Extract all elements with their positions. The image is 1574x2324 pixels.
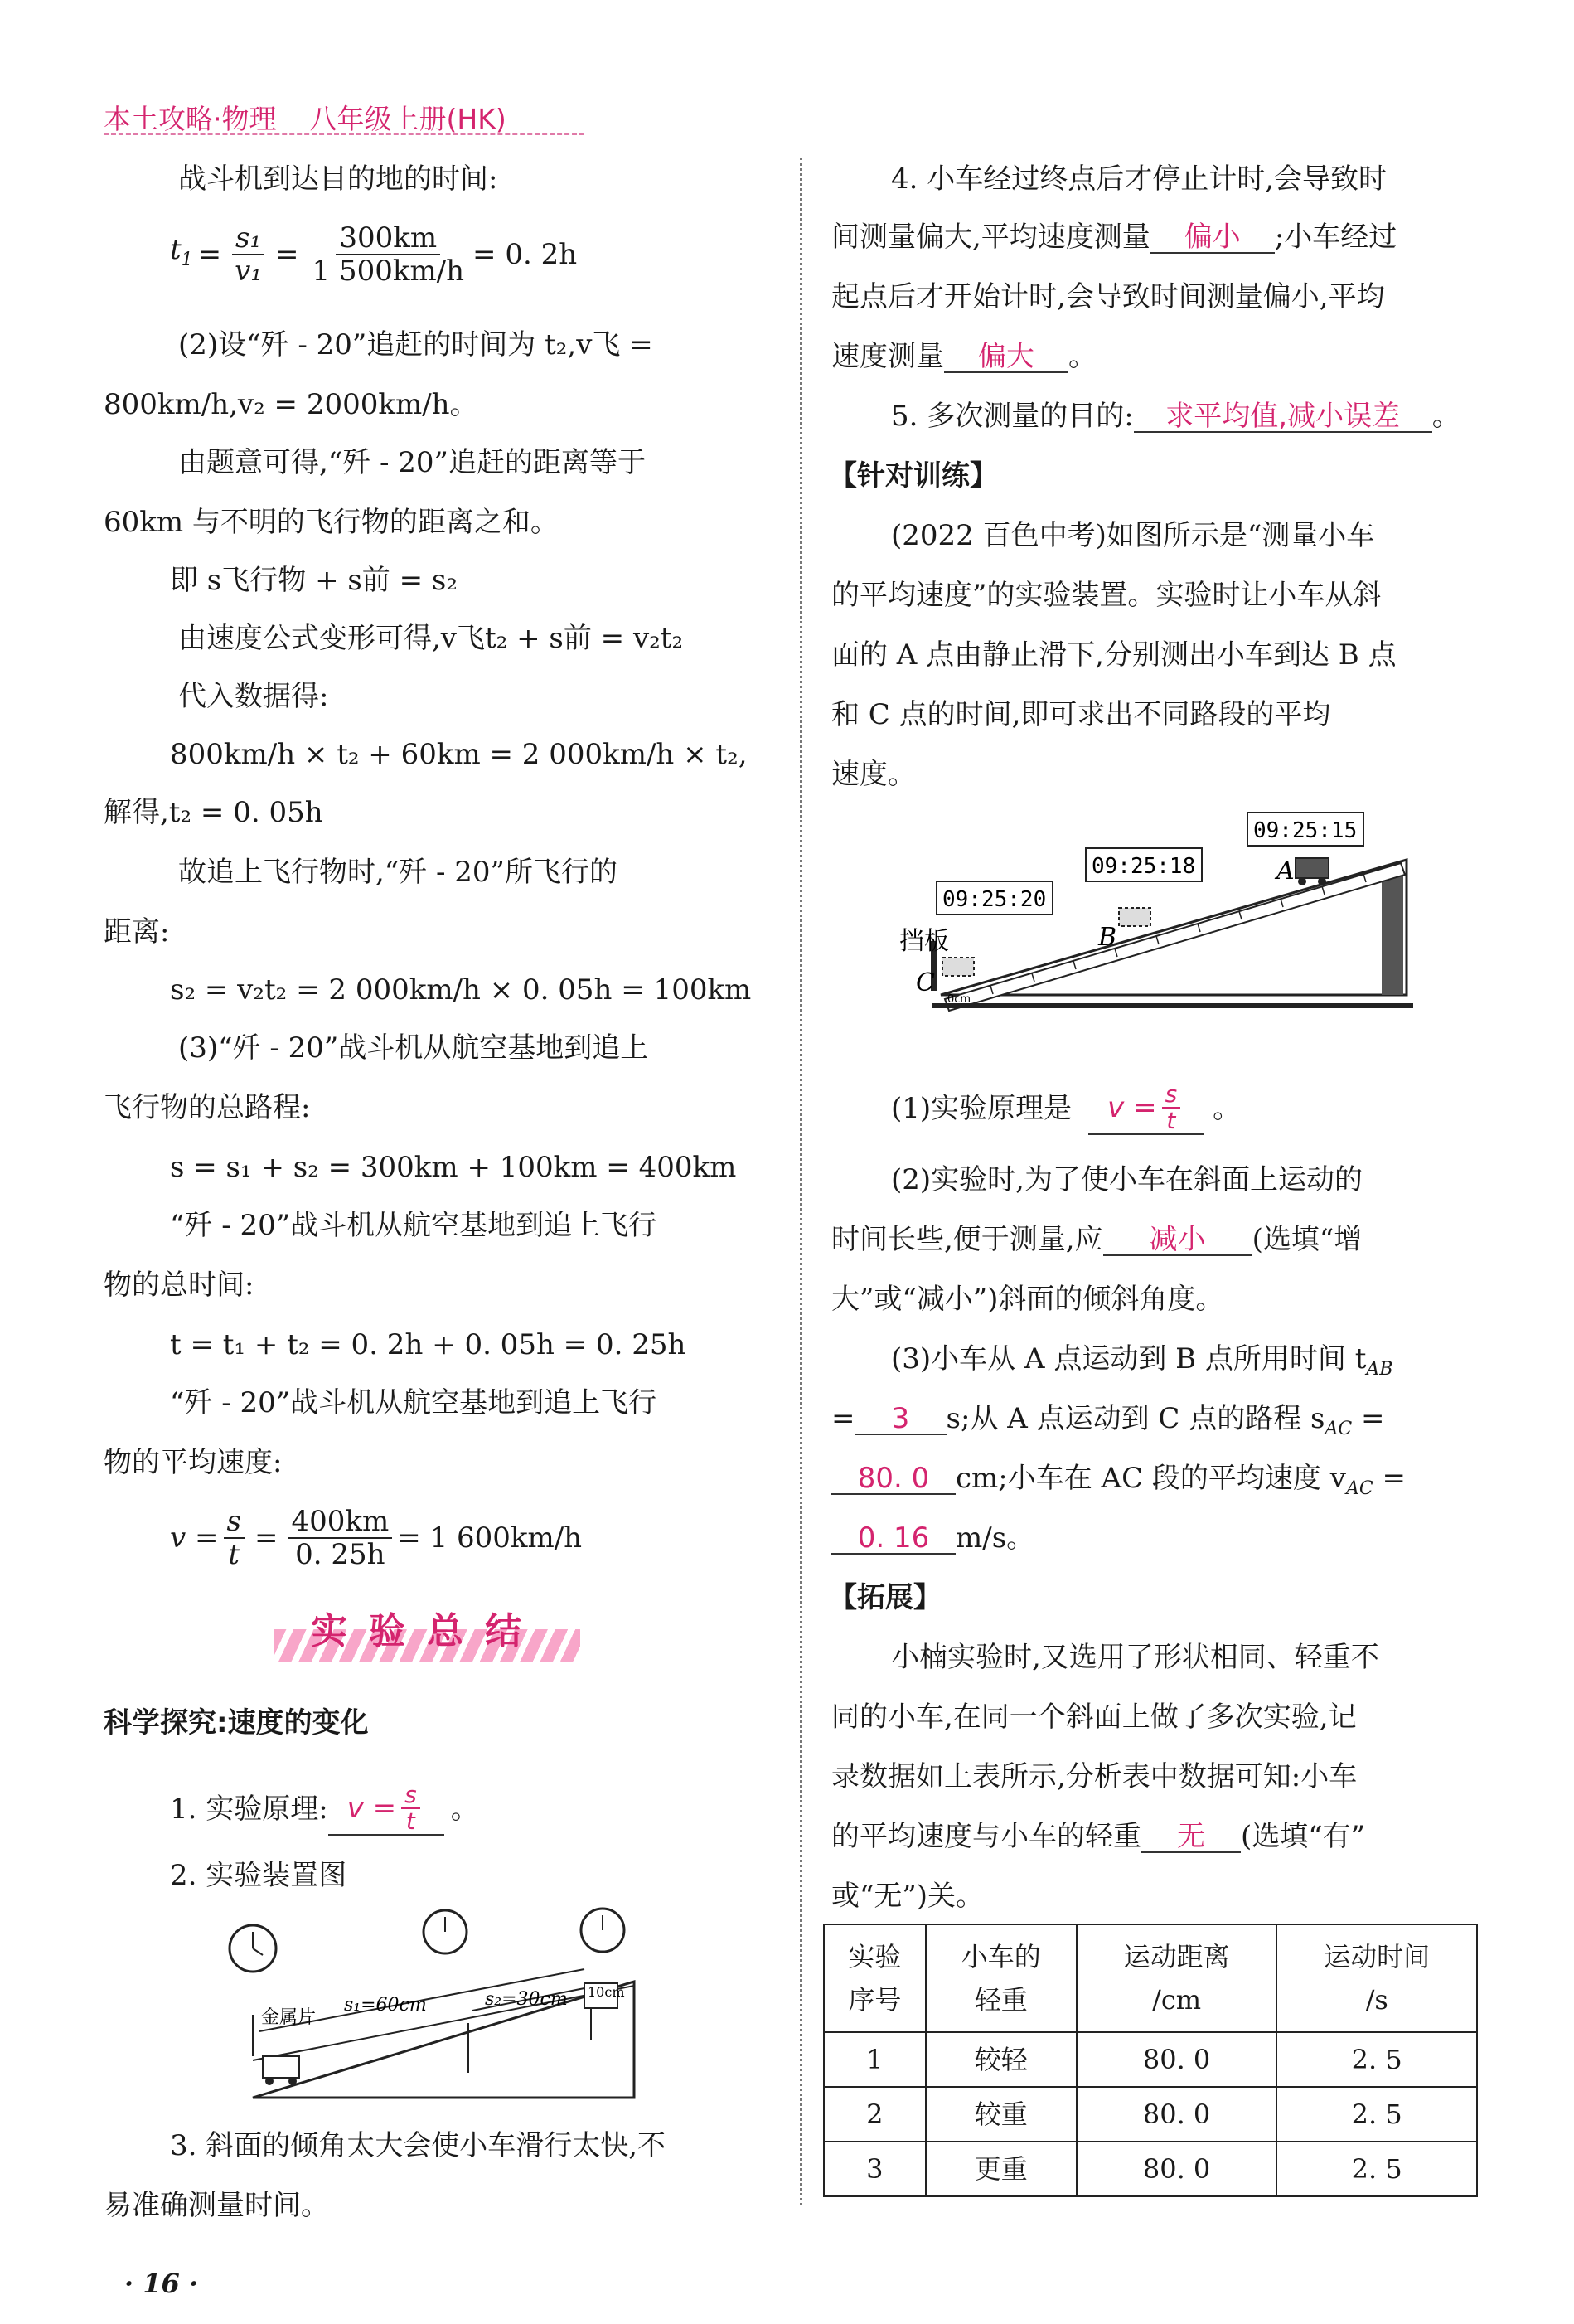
answer-blank: 无 [1141,1822,1241,1853]
text-line: 800km/h,v₂ = 2000km/h。 [104,388,478,421]
incline-experiment-diagram [899,808,1430,1036]
text-line: 距离: [104,915,170,949]
text-line: 物的平均速度: [104,1446,283,1479]
text-line: 代入数据得: [178,680,329,713]
text-line: 由速度公式变形可得,v飞t₂ + s前 = v₂t₂ [178,622,684,655]
eq-result: = 0. 2h [472,238,578,271]
text-line: (2)实验时,为了使小车在斜面上运动的 [891,1163,1363,1196]
text-line: 故追上飞行物时,“歼 - 20”所飞行的 [178,856,617,889]
text-line: (2022 百色中考)如图所示是“测量小车 [891,519,1375,552]
q1-line: (1)实验原理是 v = $\frac{s}{t}$ 。 [891,1080,1242,1134]
text-line: “歼 - 20”战斗机从航空基地到追上飞行 [170,1386,657,1419]
answer-blank: 偏大 [944,342,1068,373]
page-number: · 16 · [124,2268,199,2299]
support-block [1382,875,1403,995]
table-cell: 较重 [926,2087,1077,2142]
text-line: (2)设“歼 - 20”追赶的时间为 t₂,v飞 = [178,328,653,361]
table-cell: 2. 5 [1276,2032,1477,2087]
text-line: (3)“歼 - 20”战斗机从航空基地到追上 [178,1031,649,1065]
text-line: = 3 s;从 A 点运动到 C 点的路程 $s_{AC}$ = [831,1402,1385,1439]
text-line: s = s₁ + s₂ = 300km + 100km = 400km [170,1151,737,1184]
table-cell: 更重 [926,2142,1077,2196]
text-line: s₂ = v₂t₂ = 2 000km/h × 0. 05h = 100km [170,973,752,1007]
time-c: 09:25:20 [942,887,1047,912]
stopwatch-b [1086,848,1202,881]
metal-sheet-label: 金属片 [261,2007,317,2028]
principle-label: 1. 实验原理: [170,1793,328,1826]
clock-icon [581,1909,624,1952]
text-line: 4. 小车经过终点后才停止计时,会导致时 [891,163,1388,196]
principle-line: 1. 实验原理: v = $\frac{s}{t}$ 。 [170,1781,479,1835]
point-a-label: A [1276,856,1295,885]
answer-blank: 3 [855,1404,947,1435]
point-c-label: C [916,968,935,997]
text-line: 速度测量 偏大 。 [831,340,1097,373]
text-line: 的平均速度”的实验装置。实验时让小车从斜 [831,579,1382,612]
cart-at-b [1119,908,1150,926]
text-line: 3. 斜面的倾角太大会使小车滑行太快,不 [170,2129,666,2162]
table-header-cell: 实验 序号 [824,1924,926,2032]
eq-lhs: $t_1$ [170,232,193,270]
text-line: 60km 与不明的飞行物的距离之和。 [104,506,559,539]
answer-blank: 求平均值,减小误差 [1134,401,1432,433]
text-line: 面的 A 点由静止滑下,分别测出小车到达 B 点 [831,638,1397,672]
text-line: 速度。 [831,758,916,791]
header-left: 本土攻略·物理 [104,103,277,135]
table-cell: 1 [824,2032,926,2087]
incline [253,1982,634,2098]
clock-icon [230,1925,276,1972]
stopwatch-a [1247,813,1363,846]
time-b: 09:25:18 [1092,854,1196,879]
answer-blank: v = $\frac{s}{t}$ [1088,1082,1204,1135]
answer-blank: 0. 16 [831,1523,956,1555]
table-cell: 80. 0 [1077,2032,1277,2087]
table-row [824,2142,1477,2196]
banner-title: 实验总结 [311,1610,543,1652]
section-title: 【针对训练】 [829,459,998,492]
text-line: 小楠实验时,又选用了形状相同、轻重不 [891,1641,1379,1674]
answer-blank: v = $\frac{s}{t}$ [328,1783,444,1836]
text-line: 大”或“减小”)斜面的倾斜角度。 [831,1283,1224,1316]
text-line: 5. 多次测量的目的: 求平均值,减小误差 。 [891,400,1460,433]
text-line: 起点后才开始计时,会导致时间测量偏小,平均 [831,280,1385,313]
answer-blank: 80. 0 [831,1463,956,1495]
table-cell: 80. 0 [1077,2087,1277,2142]
table-header-row [824,1924,1477,2032]
cart-at-c [942,958,974,976]
header-divider [104,133,584,135]
text-line: 0. 16 m/s。 [831,1523,1034,1555]
text-line: 物的总时间: [104,1269,254,1302]
text-line: 解得,t₂ = 0. 05h [104,796,323,829]
answer-blank: 偏小 [1150,222,1275,254]
text-line: 时间长些,便于测量,应 减小 (选填“增 [831,1223,1363,1256]
apparatus-diagram [220,1907,651,2106]
table-row [824,2032,1477,2087]
header-right: 八年级上册(HK) [309,103,506,135]
answer-blank: 减小 [1103,1225,1252,1256]
equation-t1: $t_1$ = $\frac{\text{s₁}}{\text{v₁}}$ = $\frac{300km}{1 500km/h}$ = 0. 2h [170,221,578,288]
text-line: 录数据如上表所示,分析表中数据可知:小车 [831,1760,1358,1793]
text-line: 800km/h × t₂ + 60km = 2 000km/h × t₂, [170,738,748,771]
fraction: $\frac{\text{s₁}}{\text{v₁}}$ [231,222,265,287]
section-title: 【拓展】 [829,1581,942,1614]
ten-cm-label: 10cm [588,1984,625,2000]
table-row [824,2087,1477,2142]
s1-label: s₁=60cm [344,1995,427,2016]
clock-icon [424,1910,467,1953]
baffle-label: 挡板 [899,927,949,956]
table-header-cell: 小车的 轻重 [926,1924,1077,2032]
cart-at-a [1296,858,1329,878]
table-cell: 3 [824,2142,926,2196]
text-line: 飞行物的总路程: [104,1091,311,1124]
text-line: (3)小车从 A 点运动到 B 点所用时间 $t_{AB}$ [891,1342,1393,1380]
table-cell: 80. 0 [1077,2142,1277,2196]
equation-v: v = $\frac{s}{t}$ = $\frac{400km}{0. 25h}$ = 1 600km/h [170,1505,583,1571]
fraction: $\frac{s}{t}$ [224,1506,245,1570]
text-line: “歼 - 20”战斗机从航空基地到追上飞行 [170,1209,657,1242]
text-line: 的平均速度与小车的轻重 无 (选填“有” [831,1820,1366,1853]
data-table [823,1924,1478,2197]
table-header-cell: 运动距离 /cm [1077,1924,1277,2032]
fraction: $\frac{300km}{1 500km/h}$ [312,221,465,288]
text-line: 和 C 点的时间,即可求出不同路段的平均 [831,698,1331,731]
text-line: 易准确测量时间。 [104,2189,329,2222]
ruler-unit-label: 0cm [947,993,971,1006]
section-banner [274,1610,580,1675]
stopwatch-c [937,881,1053,915]
table-header-cell: 运动时间 /s [1276,1924,1477,2032]
text-line: 即 s飞行物 + s前 = s₂ [170,564,458,597]
text-line: 同的小车,在同一个斜面上做了多次实验,记 [831,1701,1357,1734]
fraction: $\frac{400km}{0. 25h}$ [288,1506,392,1570]
table-cell: 2. 5 [1276,2087,1477,2142]
text-line: 间测量偏大,平均速度测量 偏小 ;小车经过 [831,221,1397,254]
table-cell: 较轻 [926,2032,1077,2087]
time-a: 09:25:15 [1253,818,1358,843]
text-line: 2. 实验装置图 [170,1859,347,1892]
text-line: 或“无”)关。 [831,1880,985,1913]
table-cell: 2 [824,2087,926,2142]
text-line: 由题意可得,“歼 - 20”追赶的距离等于 [178,446,646,479]
base-line [932,1003,1413,1008]
point-b-label: B [1098,923,1117,952]
s2-label: s₂=30cm [485,1989,568,2010]
eq-lhs: v = [170,1521,219,1555]
column-divider [800,158,802,2205]
text-line: t = t₁ + t₂ = 0. 2h + 0. 05h = 0. 25h [170,1328,686,1361]
table-cell: 2. 5 [1276,2142,1477,2196]
eq-result: = 1 600km/h [397,1521,583,1555]
page-header [104,98,506,137]
text-line: 80. 0 cm;小车在 AC 段的平均速度 $v_{AC}$ = [831,1463,1406,1504]
cart-bottom [263,2056,299,2078]
text-line: 战斗机到达目的地的时间: [178,163,498,196]
section-title: 科学探究:速度的变化 [104,1706,369,1739]
